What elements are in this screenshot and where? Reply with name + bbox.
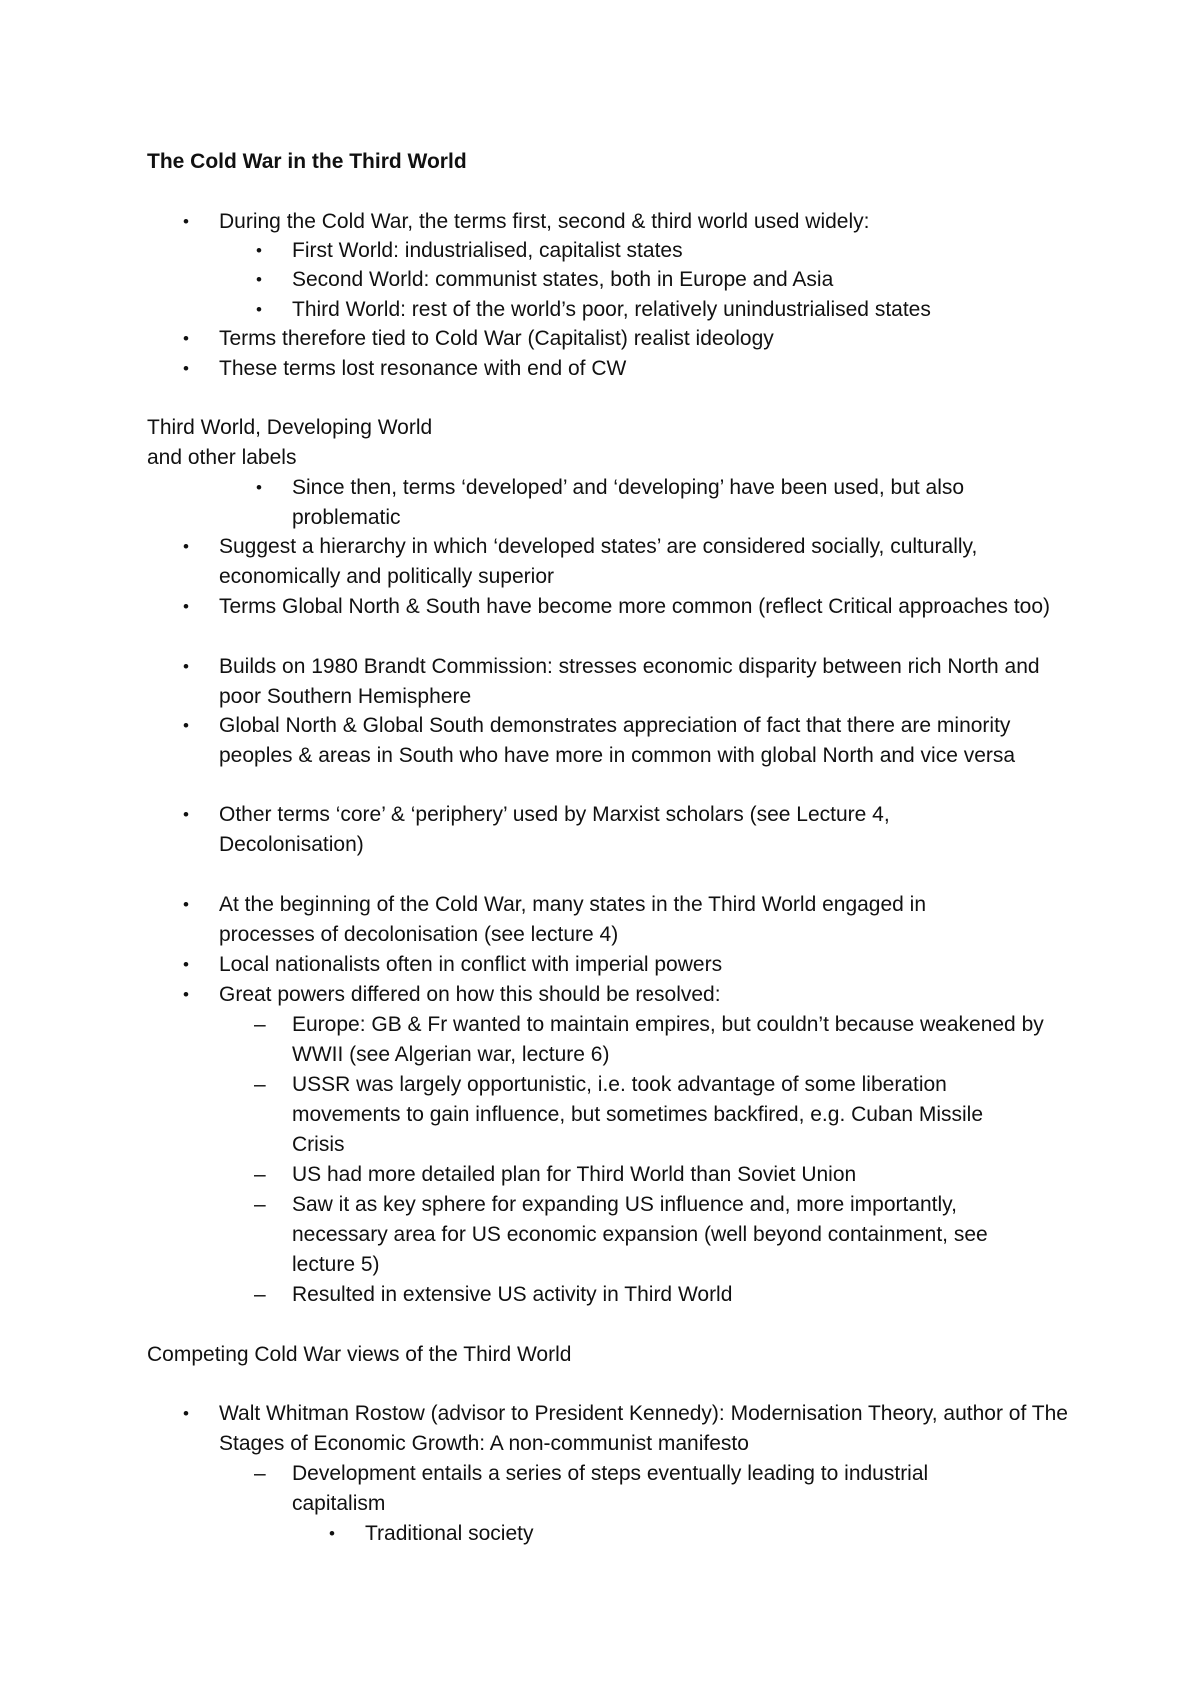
list-item: Great powers differed on how this should be resolved: bbox=[219, 983, 721, 1006]
list-item: These terms lost resonance with end of CW bbox=[219, 357, 627, 380]
section-heading: Competing Cold War views of the Third World bbox=[147, 1343, 572, 1366]
section-heading: Third World, Developing World bbox=[147, 416, 433, 439]
list-item: Resulted in extensive US activity in Third World bbox=[292, 1283, 733, 1306]
dash-marker: – bbox=[254, 1163, 266, 1186]
dash-marker: – bbox=[254, 1013, 266, 1036]
bullet-marker: • bbox=[256, 270, 262, 289]
list-item: Development entails a series of steps eventually leading to industrial capitalism bbox=[292, 1462, 929, 1515]
list-item: Local nationalists often in conflict with imperial powers bbox=[219, 953, 723, 976]
bullet-marker: • bbox=[183, 1404, 189, 1423]
bullet-marker: • bbox=[183, 657, 189, 676]
bullet-marker: • bbox=[183, 805, 189, 824]
list-item: Terms therefore tied to Cold War (Capitalist) realist ideology bbox=[219, 327, 774, 350]
list-item: During the Cold War, the terms first, second & third world used widely: bbox=[219, 210, 870, 233]
bullet-marker: • bbox=[183, 716, 189, 735]
bullet-marker: • bbox=[256, 241, 262, 260]
list-item: Europe: GB & Fr wanted to maintain empires, but couldn’t because weakened by WWII (see Algerian war, lecture 6) bbox=[292, 1013, 1044, 1066]
dash-marker: – bbox=[254, 1193, 266, 1216]
bullet-marker: • bbox=[183, 985, 189, 1004]
bullet-marker: • bbox=[329, 1524, 335, 1543]
list-item: US had more detailed plan for Third World than Soviet Union bbox=[292, 1163, 857, 1186]
bullet-marker: • bbox=[256, 300, 262, 319]
list-item: Walt Whitman Rostow (advisor to President Kennedy): Modernisation Theory, author of The Stages of Economic Growth: A non-communist manifesto bbox=[219, 1402, 1068, 1455]
bullet-marker: • bbox=[183, 895, 189, 914]
dash-marker: – bbox=[254, 1462, 266, 1485]
list-item: Since then, terms ‘developed’ and ‘developing’ have been used, but also problematic bbox=[292, 476, 965, 529]
bullet-marker: • bbox=[183, 359, 189, 378]
list-item: Second World: communist states, both in Europe and Asia bbox=[292, 268, 834, 291]
list-item: Traditional society bbox=[365, 1522, 534, 1545]
list-item: Global North & Global South demonstrates appreciation of fact that there are minority peoples & areas in South who have more in common with global North and vice versa bbox=[219, 714, 1016, 767]
list-item: Other terms ‘core’ & ‘periphery’ used by Marxist scholars (see Lecture 4, Decolonisation) bbox=[219, 803, 890, 856]
document-title: The Cold War in the Third World bbox=[147, 150, 467, 173]
list-item: At the beginning of the Cold War, many states in the Third World engaged in processes of decolonisation (see lecture 4) bbox=[219, 893, 927, 946]
bullet-marker: • bbox=[183, 537, 189, 556]
list-item: Terms Global North & South have become more common (reflect Critical approaches too) bbox=[219, 595, 1051, 618]
bullet-marker: • bbox=[183, 597, 189, 616]
dash-marker: – bbox=[254, 1283, 266, 1306]
bullet-marker: • bbox=[183, 212, 189, 231]
bullet-marker: • bbox=[183, 329, 189, 348]
bullet-marker: • bbox=[183, 955, 189, 974]
list-item: Builds on 1980 Brandt Commission: stresses economic disparity between rich North and poor Southern Hemisphere bbox=[219, 655, 1040, 708]
section-heading: and other labels bbox=[147, 446, 297, 469]
list-item: Suggest a hierarchy in which ‘developed states’ are considered socially, culturally, economically and politically superior bbox=[219, 535, 978, 588]
list-item: Third World: rest of the world’s poor, relatively unindustrialised states bbox=[292, 298, 931, 321]
list-item: First World: industrialised, capitalist states bbox=[292, 239, 683, 262]
list-item: Saw it as key sphere for expanding US influence and, more importantly, necessary area for US economic expansion (well beyond containment, see lecture 5) bbox=[292, 1193, 988, 1276]
dash-marker: – bbox=[254, 1073, 266, 1096]
bullet-marker: • bbox=[256, 478, 262, 497]
list-item: USSR was largely opportunistic, i.e. took advantage of some liberation movements to gain influence, but sometimes backfired, e.g. Cuban Missile Crisis bbox=[292, 1073, 984, 1156]
